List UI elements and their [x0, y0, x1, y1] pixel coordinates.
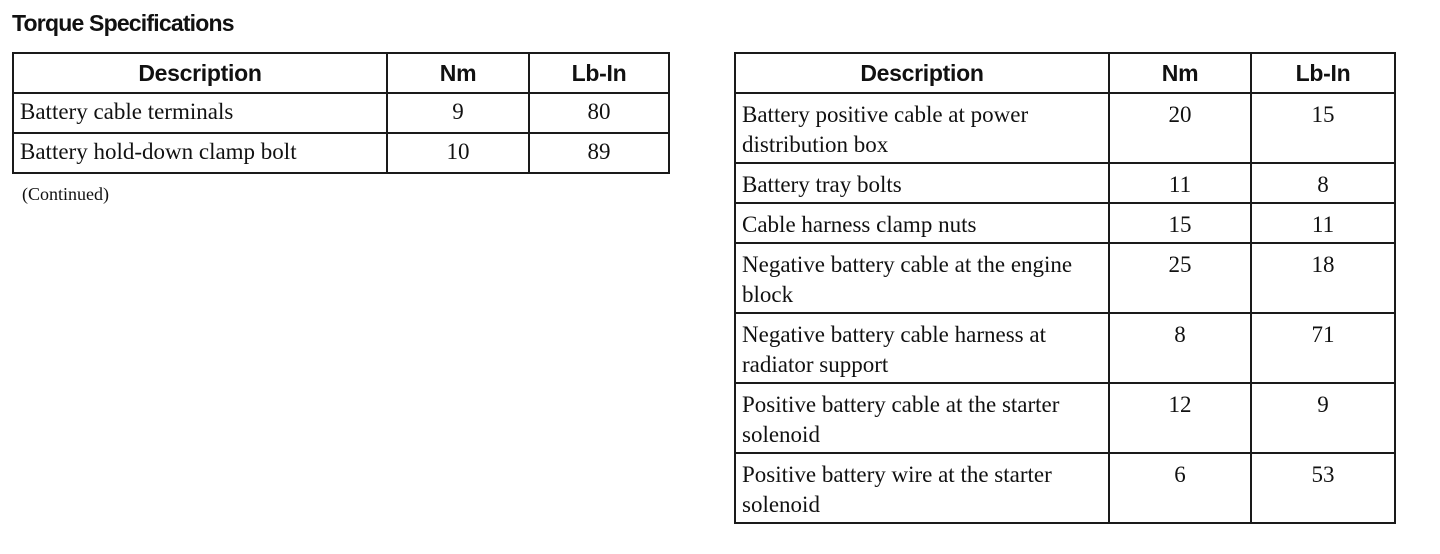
table-row [735, 453, 1395, 523]
cell-description: Battery cable terminals [13, 93, 387, 133]
cell-description: Battery hold-down clamp bolt [13, 133, 387, 173]
table-header-row [13, 53, 669, 93]
cell-lbin: 80 [529, 93, 669, 133]
cell-nm: 10 [387, 133, 529, 173]
cell-description: Positive battery cable at the starter solenoid [735, 383, 1109, 453]
table-row [735, 163, 1395, 203]
table-row [735, 93, 1395, 163]
cell-lbin: 15 [1251, 93, 1395, 163]
table-row [735, 313, 1395, 383]
table-row [735, 243, 1395, 313]
continued-note: (Continued) [22, 184, 109, 204]
cell-lbin: 9 [1251, 383, 1395, 453]
cell-description: Battery tray bolts [735, 163, 1109, 203]
cell-description: Positive battery wire at the starter solenoid [735, 453, 1109, 523]
cell-lbin: 71 [1251, 313, 1395, 383]
torque-table-right [734, 52, 1396, 524]
table-row [13, 93, 669, 133]
cell-lbin: 53 [1251, 453, 1395, 523]
cell-lbin: 8 [1251, 163, 1395, 203]
torque-table-left [12, 52, 670, 174]
table-row [735, 203, 1395, 243]
cell-description: Negative battery cable harness at radiator support [735, 313, 1109, 383]
cell-nm: 6 [1109, 453, 1251, 523]
header-nm: Nm [387, 53, 529, 93]
cell-nm: 8 [1109, 313, 1251, 383]
table-row [735, 383, 1395, 453]
cell-lbin: 18 [1251, 243, 1395, 313]
cell-nm: 20 [1109, 93, 1251, 163]
cell-description: Battery positive cable at power distribution box [735, 93, 1109, 163]
cell-description: Cable harness clamp nuts [735, 203, 1109, 243]
header-description: Description [13, 53, 387, 93]
header-description: Description [735, 53, 1109, 93]
cell-nm: 15 [1109, 203, 1251, 243]
header-lbin: Lb-In [529, 53, 669, 93]
header-nm: Nm [1109, 53, 1251, 93]
table-header-row [735, 53, 1395, 93]
table-row [13, 133, 669, 173]
cell-lbin: 11 [1251, 203, 1395, 243]
page-title: Torque Specifications [12, 10, 234, 36]
cell-description: Negative battery cable at the engine block [735, 243, 1109, 313]
cell-nm: 12 [1109, 383, 1251, 453]
cell-nm: 25 [1109, 243, 1251, 313]
cell-nm: 11 [1109, 163, 1251, 203]
header-lbin: Lb-In [1251, 53, 1395, 93]
cell-nm: 9 [387, 93, 529, 133]
cell-lbin: 89 [529, 133, 669, 173]
